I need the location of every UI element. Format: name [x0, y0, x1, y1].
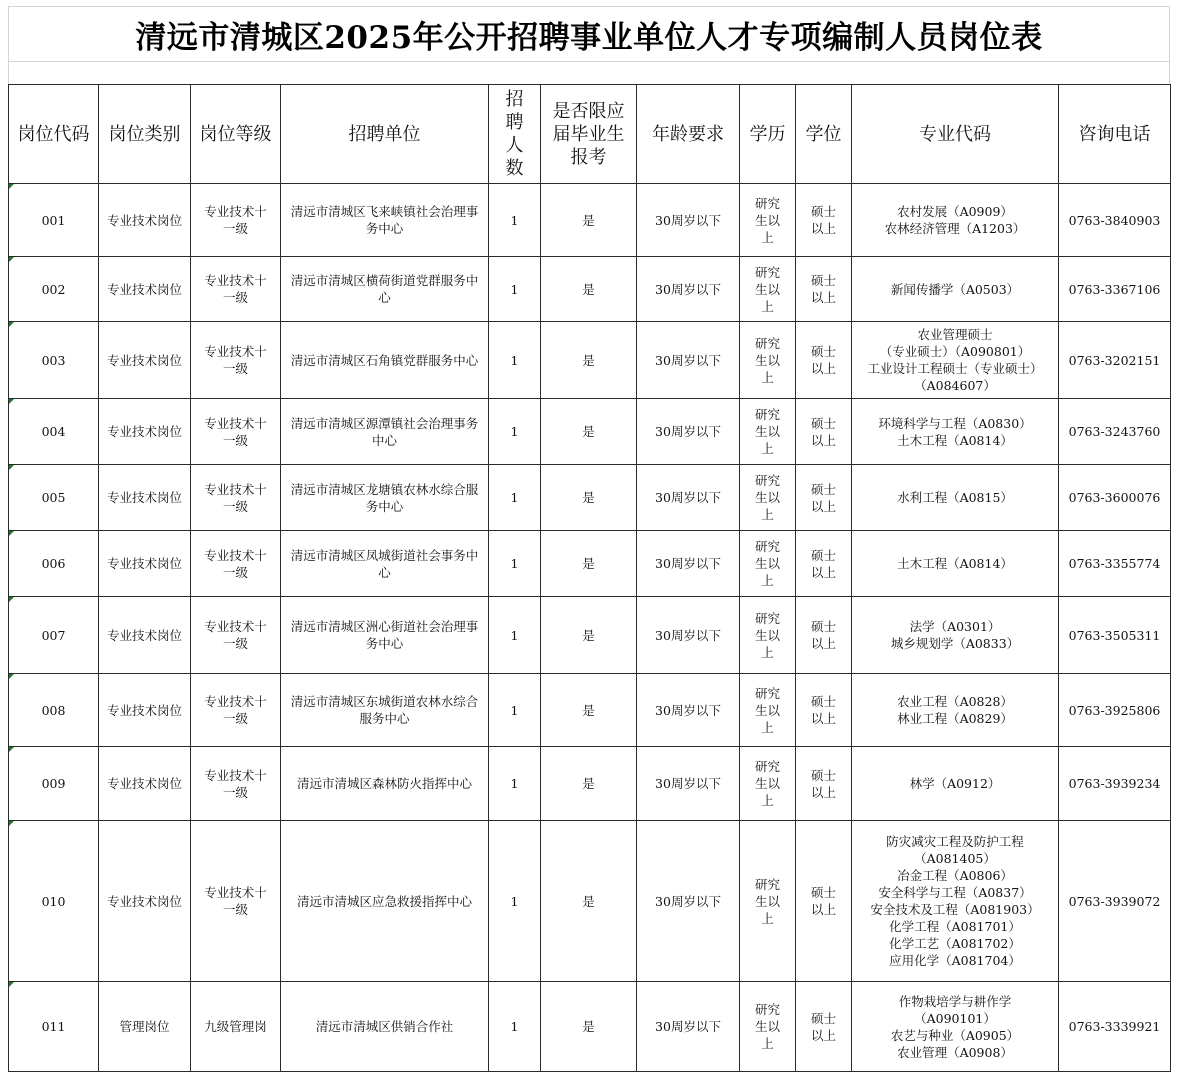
- age-cell: 30周岁以下: [637, 674, 740, 747]
- major-line: 农业工程（A0828）: [897, 694, 1013, 709]
- position-code-cell: 011: [9, 982, 99, 1072]
- table-row: [9, 322, 1171, 399]
- phone-cell: 0763-3367106: [1059, 257, 1171, 322]
- header-category: 岗位类别: [99, 85, 191, 184]
- major-line: 防灾减灾工程及防护工程: [886, 834, 1024, 849]
- unit-cell: 清远市清城区应急救援指挥中心: [281, 821, 489, 982]
- position-code-cell: 003: [9, 322, 99, 399]
- level-cell: 专业技术十一级: [191, 257, 281, 322]
- header-level: 岗位等级: [191, 85, 281, 184]
- major-code-cell: [852, 184, 1059, 257]
- major-code-cell: [852, 465, 1059, 531]
- count-cell: 1: [489, 982, 541, 1072]
- degree-cell: 硕士以上: [796, 322, 852, 399]
- unit-cell: 清远市清城区东城街道农林水综合服务中心: [281, 674, 489, 747]
- header-code: 岗位代码: [9, 85, 99, 184]
- phone-cell: 0763-3355774: [1059, 531, 1171, 597]
- education-cell: 研究生以上: [740, 597, 796, 674]
- education-cell: 研究生以上: [740, 747, 796, 821]
- fresh-graduate-cell: 是: [541, 322, 637, 399]
- category-cell: 专业技术岗位: [99, 674, 191, 747]
- count-cell: 1: [489, 597, 541, 674]
- level-cell: 专业技术十一级: [191, 821, 281, 982]
- age-cell: 30周岁以下: [637, 399, 740, 465]
- category-cell: 管理岗位: [99, 982, 191, 1072]
- education-cell: 研究生以上: [740, 821, 796, 982]
- phone-cell: 0763-3840903: [1059, 184, 1171, 257]
- fresh-graduate-cell: 是: [541, 821, 637, 982]
- category-cell: 专业技术岗位: [99, 184, 191, 257]
- positions-table: [8, 84, 1171, 1072]
- count-cell: 1: [489, 747, 541, 821]
- page-title: 清远市清城区2025年公开招聘事业单位人才专项编制人员岗位表: [8, 6, 1170, 62]
- header-phone: 咨询电话: [1059, 85, 1171, 184]
- major-code-cell: [852, 257, 1059, 322]
- table-row: [9, 257, 1171, 322]
- table-row: [9, 747, 1171, 821]
- major-line: （A090101）: [914, 1010, 996, 1026]
- major-line: 林业工程（A0829）: [897, 711, 1013, 726]
- fresh-graduate-cell: 是: [541, 982, 637, 1072]
- table-row: [9, 531, 1171, 597]
- level-cell: 专业技术十一级: [191, 597, 281, 674]
- header-fresh-graduate: 是否限应届毕业生报考: [541, 85, 637, 184]
- major-code-cell: [852, 399, 1059, 465]
- header-count: 招聘人数: [489, 85, 541, 184]
- age-cell: 30周岁以下: [637, 597, 740, 674]
- level-cell: 专业技术十一级: [191, 322, 281, 399]
- degree-cell: 硕士以上: [796, 184, 852, 257]
- major-line: 化学工艺（A081702）: [889, 936, 1021, 951]
- education-cell: 研究生以上: [740, 322, 796, 399]
- count-cell: 1: [489, 465, 541, 531]
- category-cell: 专业技术岗位: [99, 597, 191, 674]
- fresh-graduate-cell: 是: [541, 531, 637, 597]
- major-line: （A084607）: [914, 378, 996, 393]
- table-row: [9, 465, 1171, 531]
- major-line: 农村发展（A0909）: [897, 204, 1013, 219]
- major-line: 土木工程（A0814）: [897, 432, 1013, 448]
- degree-cell: 硕士以上: [796, 747, 852, 821]
- count-cell: 1: [489, 257, 541, 322]
- count-cell: 1: [489, 184, 541, 257]
- major-line: 农艺与种业（A0905）: [890, 1027, 1020, 1043]
- table-body: [9, 184, 1171, 1072]
- unit-cell: 清远市清城区横荷街道党群服务中心: [281, 257, 489, 322]
- count-cell: 1: [489, 399, 541, 465]
- major-line: 水利工程（A0815）: [897, 490, 1013, 505]
- table-row: [9, 399, 1171, 465]
- age-cell: 30周岁以下: [637, 184, 740, 257]
- position-code-cell: 008: [9, 674, 99, 747]
- age-cell: 30周岁以下: [637, 257, 740, 322]
- unit-cell: 清远市清城区森林防火指挥中心: [281, 747, 489, 821]
- fresh-graduate-cell: 是: [541, 399, 637, 465]
- education-cell: 研究生以上: [740, 257, 796, 322]
- major-line: 林学（A0912）: [909, 776, 1001, 791]
- phone-cell: 0763-3505311: [1059, 597, 1171, 674]
- education-cell: 研究生以上: [740, 399, 796, 465]
- phone-cell: 0763-3202151: [1059, 322, 1171, 399]
- age-cell: 30周岁以下: [637, 322, 740, 399]
- phone-cell: 0763-3939072: [1059, 821, 1171, 982]
- major-line: 安全技术及工程（A081903）: [870, 902, 1040, 917]
- major-line: （专业硕士）（A090801）: [879, 344, 1031, 359]
- position-code-cell: 009: [9, 747, 99, 821]
- major-code-cell: [852, 747, 1059, 821]
- category-cell: 专业技术岗位: [99, 257, 191, 322]
- education-cell: 研究生以上: [740, 184, 796, 257]
- age-cell: 30周岁以下: [637, 747, 740, 821]
- fresh-graduate-cell: 是: [541, 674, 637, 747]
- degree-cell: 硕士以上: [796, 674, 852, 747]
- age-cell: 30周岁以下: [637, 465, 740, 531]
- phone-cell: 0763-3925806: [1059, 674, 1171, 747]
- fresh-graduate-cell: 是: [541, 597, 637, 674]
- major-line: 化学工程（A081701）: [889, 919, 1021, 934]
- table-row: [9, 597, 1171, 674]
- education-cell: 研究生以上: [740, 674, 796, 747]
- table-row: [9, 821, 1171, 982]
- major-line: 农业管理（A0908）: [897, 1044, 1013, 1060]
- major-line: 作物栽培学与耕作学: [898, 993, 1012, 1009]
- education-cell: 研究生以上: [740, 982, 796, 1072]
- major-line: 环境科学与工程（A0830）: [878, 415, 1032, 431]
- blank-spacer-row: [8, 62, 1170, 84]
- position-code-cell: 010: [9, 821, 99, 982]
- header-row: [9, 85, 1171, 184]
- position-code-cell: 005: [9, 465, 99, 531]
- major-line: 安全科学与工程（A0837）: [878, 885, 1032, 900]
- level-cell: 专业技术十一级: [191, 674, 281, 747]
- education-cell: 研究生以上: [740, 531, 796, 597]
- major-code-cell: [852, 322, 1059, 399]
- major-code-cell: [852, 597, 1059, 674]
- level-cell: 专业技术十一级: [191, 465, 281, 531]
- position-code-cell: 006: [9, 531, 99, 597]
- major-code-cell: [852, 531, 1059, 597]
- unit-cell: 清远市清城区凤城街道社会事务中心: [281, 531, 489, 597]
- degree-cell: 硕士以上: [796, 399, 852, 465]
- major-code-cell: [852, 982, 1059, 1072]
- degree-cell: 硕士以上: [796, 257, 852, 322]
- header-education: 学历: [740, 85, 796, 184]
- education-cell: 研究生以上: [740, 465, 796, 531]
- level-cell: 专业技术十一级: [191, 531, 281, 597]
- unit-cell: 清远市清城区飞来峡镇社会治理事务中心: [281, 184, 489, 257]
- major-line: 农林经济管理（A1203）: [884, 221, 1026, 236]
- position-code-cell: 007: [9, 597, 99, 674]
- major-line: 冶金工程（A0806）: [897, 868, 1013, 883]
- count-cell: 1: [489, 674, 541, 747]
- level-cell: 专业技术十一级: [191, 747, 281, 821]
- table-row: [9, 184, 1171, 257]
- unit-cell: 清远市清城区供销合作社: [281, 982, 489, 1072]
- category-cell: 专业技术岗位: [99, 747, 191, 821]
- major-code-cell: [852, 674, 1059, 747]
- table-row: [9, 674, 1171, 747]
- count-cell: 1: [489, 821, 541, 982]
- major-line: 土木工程（A0814）: [897, 556, 1013, 571]
- header-age: 年龄要求: [637, 85, 740, 184]
- header-unit: 招聘单位: [281, 85, 489, 184]
- level-cell: 九级管理岗: [191, 982, 281, 1072]
- degree-cell: 硕士以上: [796, 821, 852, 982]
- degree-cell: 硕士以上: [796, 465, 852, 531]
- fresh-graduate-cell: 是: [541, 465, 637, 531]
- degree-cell: 硕士以上: [796, 597, 852, 674]
- phone-cell: 0763-3600076: [1059, 465, 1171, 531]
- fresh-graduate-cell: 是: [541, 747, 637, 821]
- category-cell: 专业技术岗位: [99, 465, 191, 531]
- age-cell: 30周岁以下: [637, 531, 740, 597]
- level-cell: 专业技术十一级: [191, 184, 281, 257]
- position-code-cell: 001: [9, 184, 99, 257]
- header-degree: 学位: [796, 85, 852, 184]
- major-line: （A081405）: [914, 851, 996, 866]
- category-cell: 专业技术岗位: [99, 322, 191, 399]
- major-line: 工业设计工程硕士（专业硕士）: [867, 361, 1043, 376]
- unit-cell: 清远市清城区源潭镇社会治理事务中心: [281, 399, 489, 465]
- major-line: 城乡规划学（A0833）: [890, 636, 1020, 651]
- phone-cell: 0763-3939234: [1059, 747, 1171, 821]
- phone-cell: 0763-3339921: [1059, 982, 1171, 1072]
- fresh-graduate-cell: 是: [541, 257, 637, 322]
- degree-cell: 硕士以上: [796, 982, 852, 1072]
- unit-cell: 清远市清城区石角镇党群服务中心: [281, 322, 489, 399]
- age-cell: 30周岁以下: [637, 821, 740, 982]
- table-row: [9, 982, 1171, 1072]
- count-cell: 1: [489, 531, 541, 597]
- phone-cell: 0763-3243760: [1059, 399, 1171, 465]
- major-code-cell: [852, 821, 1059, 982]
- category-cell: 专业技术岗位: [99, 399, 191, 465]
- major-line: 农业管理硕士: [917, 327, 993, 342]
- position-code-cell: 002: [9, 257, 99, 322]
- unit-cell: 清远市清城区洲心街道社会治理事务中心: [281, 597, 489, 674]
- major-line: 法学（A0301）: [909, 619, 1001, 634]
- category-cell: 专业技术岗位: [99, 821, 191, 982]
- age-cell: 30周岁以下: [637, 982, 740, 1072]
- header-major-code: 专业代码: [852, 85, 1059, 184]
- major-line: 应用化学（A081704）: [889, 953, 1021, 968]
- position-code-cell: 004: [9, 399, 99, 465]
- level-cell: 专业技术十一级: [191, 399, 281, 465]
- fresh-graduate-cell: 是: [541, 184, 637, 257]
- count-cell: 1: [489, 322, 541, 399]
- major-line: 新闻传播学（A0503）: [890, 281, 1020, 297]
- category-cell: 专业技术岗位: [99, 531, 191, 597]
- degree-cell: 硕士以上: [796, 531, 852, 597]
- unit-cell: 清远市清城区龙塘镇农林水综合服务中心: [281, 465, 489, 531]
